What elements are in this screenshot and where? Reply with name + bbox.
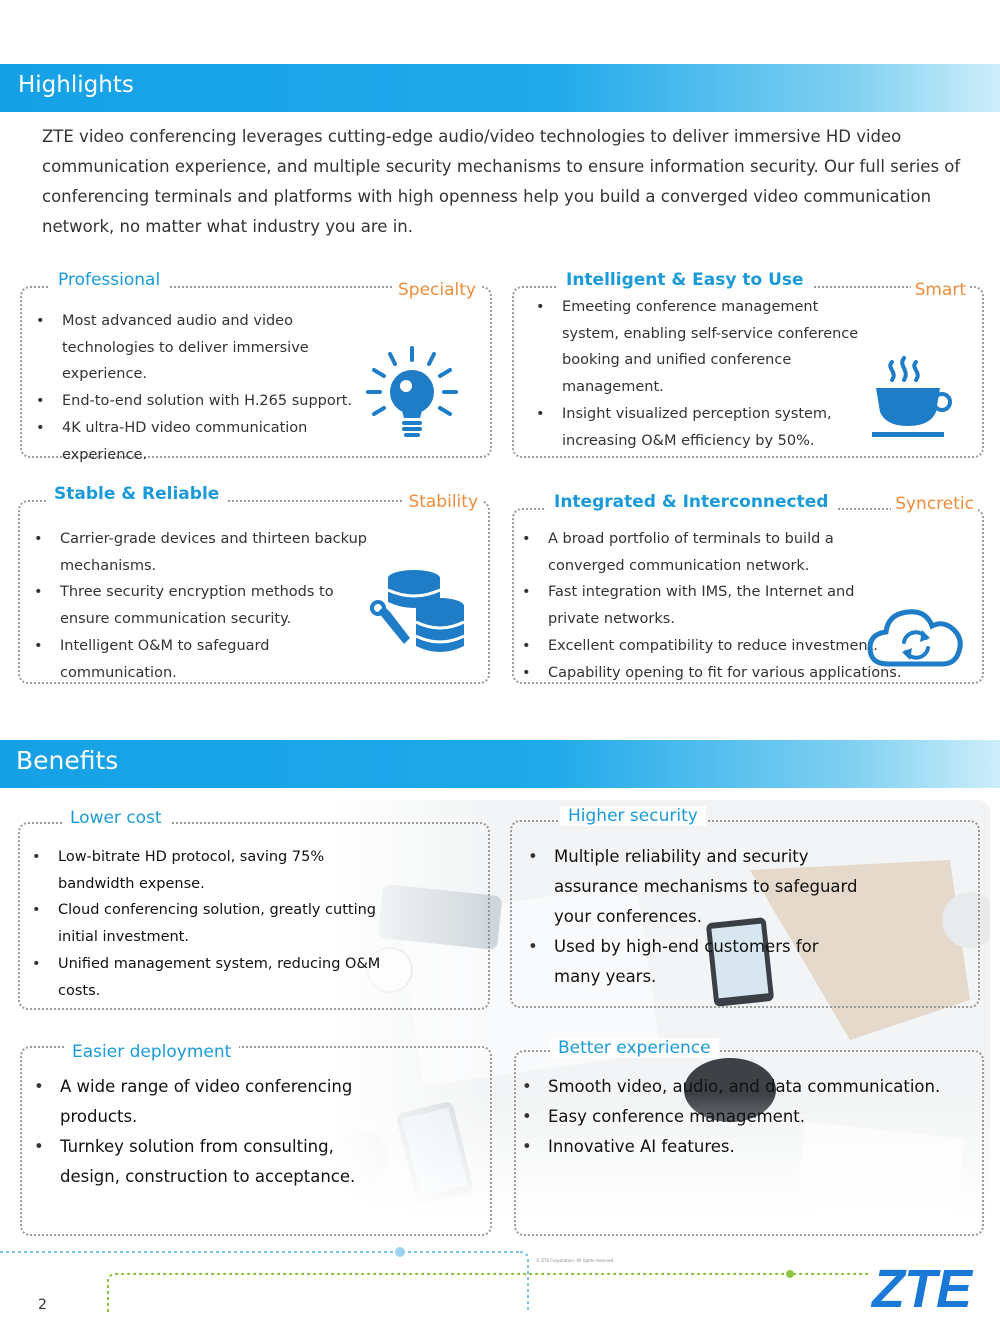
- list-item: • Intelligent O&M to safeguard communication.: [34, 633, 386, 686]
- list-item: • 4K ultra-HD video communication experience.: [36, 415, 386, 468]
- card-title: Integrated & Interconnected: [546, 492, 836, 512]
- lightbulb-icon: [362, 346, 462, 446]
- card-lower-cost: [18, 808, 490, 1010]
- card-list: [32, 844, 392, 1004]
- highlights-title: Highlights: [18, 72, 134, 98]
- list-item: • Carrier-grade devices and thirteen backup mechanisms.: [34, 526, 386, 579]
- list-item: • A wide range of video conferencing products.: [34, 1072, 364, 1132]
- highlights-intro: ZTE video conferencing leverages cutting-edge audio/video technologies to deliver immersive HD video communication experience, and multiple security mechanisms to ensure information security. Our full series of conferencing terminals and platforms with high openness help you build a converged video communication network, no matter what industry you are in.: [42, 127, 961, 236]
- copyright-text: © ZTE Corporation. All rights reserved.: [536, 1258, 615, 1263]
- card-list: [528, 842, 858, 992]
- card-title: Lower cost: [62, 808, 170, 828]
- list-item: • Cloud conferencing solution, greatly cutting initial investment.: [32, 897, 392, 950]
- list-item: • A broad portfolio of terminals to build a converged communication network.: [522, 526, 902, 579]
- card-intelligent: [512, 270, 984, 458]
- list-item: • Used by high-end customers for many years.: [528, 932, 858, 992]
- cloud-sync-icon: [866, 602, 966, 672]
- list-item: • Capability opening to fit for various applications.: [522, 660, 902, 687]
- card-tag: Syncretic: [891, 494, 978, 514]
- list-item: • Three security encryption methods to ensure communication security.: [34, 579, 386, 632]
- card-list: [36, 308, 386, 468]
- card-tag: Smart: [911, 280, 970, 300]
- card-title: Better experience: [550, 1038, 719, 1058]
- card-list: [34, 1072, 364, 1192]
- card-tag: Stability: [404, 492, 482, 512]
- list-item: • Easy conference management.: [522, 1102, 942, 1132]
- card-title: Professional: [50, 270, 168, 290]
- benefits-title: Benefits: [16, 746, 119, 775]
- benefits-header-band: [0, 740, 1000, 788]
- card-stable: [18, 484, 490, 684]
- card-title: Higher security: [560, 806, 706, 826]
- highlights-header-band: [0, 64, 1000, 112]
- database-wrench-icon: [370, 566, 470, 662]
- footer-decorative-lines: [0, 1240, 1000, 1320]
- card-title: Stable & Reliable: [46, 484, 227, 504]
- card-list: [536, 294, 876, 454]
- page-number: 2: [38, 1297, 47, 1313]
- list-item: • Unified management system, reducing O&M costs.: [32, 951, 392, 1004]
- list-item: • Emeeting conference management system, enabling self-service conference booking and unified conference management.: [536, 294, 876, 401]
- list-item: • Low-bitrate HD protocol, saving 75% bandwidth expense.: [32, 844, 392, 897]
- card-professional: [20, 270, 492, 463]
- list-item: • Multiple reliability and security assurance mechanisms to safeguard your conferences.: [528, 842, 858, 932]
- list-item: • Insight visualized perception system, increasing O&M efficiency by 50%.: [536, 401, 876, 454]
- list-item: • Innovative AI features.: [522, 1132, 942, 1162]
- list-item: • Smooth video, audio, and data communication.: [522, 1072, 942, 1102]
- card-integrated: [512, 492, 984, 684]
- coffee-cup-icon: [868, 354, 958, 444]
- card-list: [522, 526, 902, 686]
- zte-logo: ZTE: [872, 1259, 971, 1319]
- list-item: • Turnkey solution from consulting, design, construction to acceptance.: [34, 1132, 364, 1192]
- list-item: • Fast integration with IMS, the Internet and private networks.: [522, 579, 902, 632]
- list-item: • Most advanced audio and video technologies to deliver immersive experience.: [36, 308, 386, 388]
- card-tag: Specialty: [394, 280, 480, 300]
- list-item: • End-to-end solution with H.265 support.: [36, 388, 386, 415]
- card-list: [522, 1072, 942, 1162]
- list-item: • Excellent compatibility to reduce investment.: [522, 633, 902, 660]
- card-list: [34, 526, 386, 686]
- card-title: Intelligent & Easy to Use: [558, 270, 812, 290]
- card-higher-security: [510, 806, 980, 1008]
- card-better-experience: [514, 1038, 984, 1236]
- card-title: Easier deployment: [64, 1042, 239, 1062]
- card-easier-deployment: [20, 1042, 492, 1236]
